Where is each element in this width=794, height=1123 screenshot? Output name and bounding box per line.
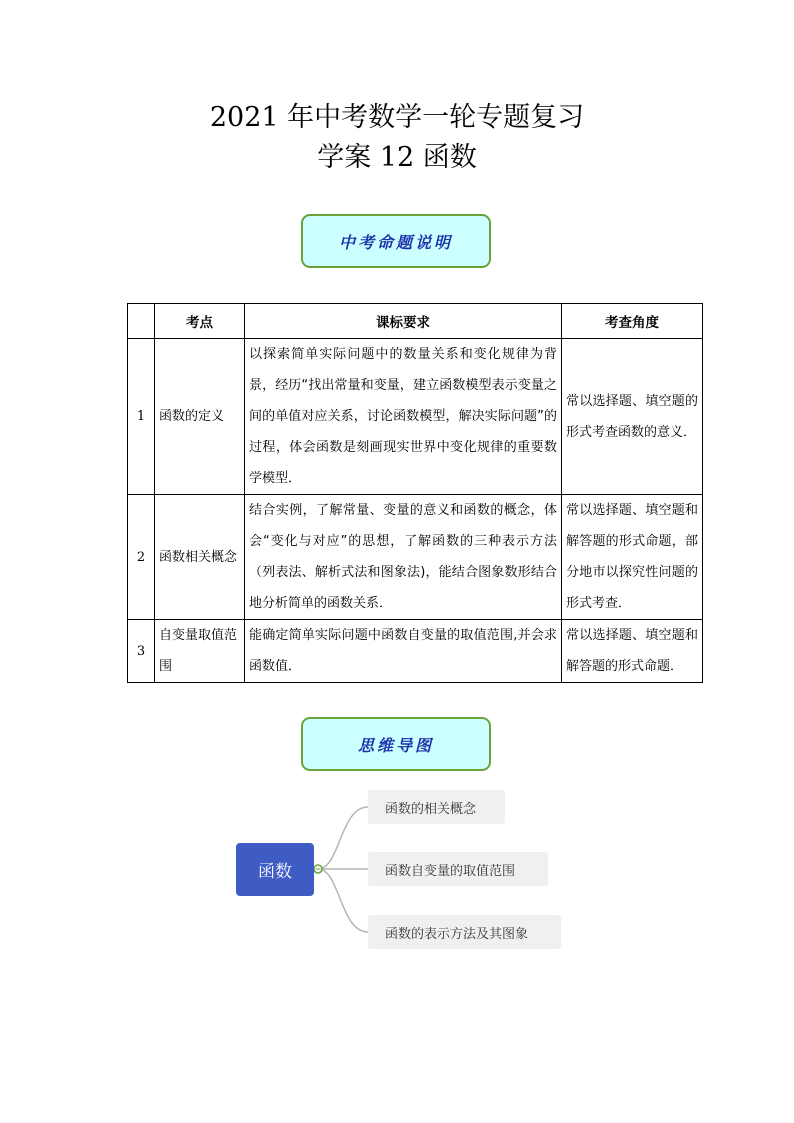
header-requirement: 课标要求 — [245, 304, 562, 339]
header-angle: 考查角度 — [562, 304, 703, 339]
row-num: 3 — [128, 620, 155, 683]
mind-map-banner: 思维导图 — [301, 717, 491, 771]
connector-line-1 — [318, 807, 368, 869]
connector-line-3 — [318, 869, 368, 932]
document-subtitle: 学案 12 函数 — [317, 142, 477, 173]
mind-map-node[interactable]: 函数的相关概念 — [368, 790, 505, 824]
mind-map-node[interactable]: 函数自变量的取值范围 — [368, 852, 548, 886]
row-requirement: 结合实例，了解常量、变量的意义和函数的概念，体会“变化与对应”的思想，了解函数的三种表示方法（列表法、解析式法和图象法)，能结合图象数形结合地分析简单的函数关系． — [245, 495, 562, 620]
row-point: 自变量取值范围 — [155, 620, 245, 683]
mind-map-root[interactable]: 函数 — [236, 843, 314, 896]
row-num: 1 — [128, 339, 155, 495]
row-requirement: 能确定简单实际问题中函数自变量的取值范围,并会求函数值． — [245, 620, 562, 683]
row-angle: 常以选择题、填空题的形式考查函数的意义． — [562, 339, 703, 495]
document-title: 2021 年中考数学一轮专题复习 — [209, 102, 585, 133]
header-point: 考点 — [155, 304, 245, 339]
row-requirement: 以探索简单实际问题中的数量关系和变化规律为背景，经历“找出常量和变量，建立函数模型表示变量之间的单值对应关系，讨论函数模型，解决实际问题”的过程，体会函数是刻画现实世界中变化规律的重要数学模型． — [245, 339, 562, 495]
exam-notes-banner: 中考命题说明 — [301, 214, 491, 268]
row-point: 函数相关概念 — [155, 495, 245, 620]
mind-map-node[interactable]: 函数的表示方法及其图象 — [368, 915, 561, 949]
row-angle: 常以选择题、填空题和解答题的形式命题，部分地市以探究性问题的形式考查． — [562, 495, 703, 620]
row-num: 2 — [128, 495, 155, 620]
row-point: 函数的定义 — [155, 339, 245, 495]
row-angle: 常以选择题、填空题和解答题的形式命题． — [562, 620, 703, 683]
